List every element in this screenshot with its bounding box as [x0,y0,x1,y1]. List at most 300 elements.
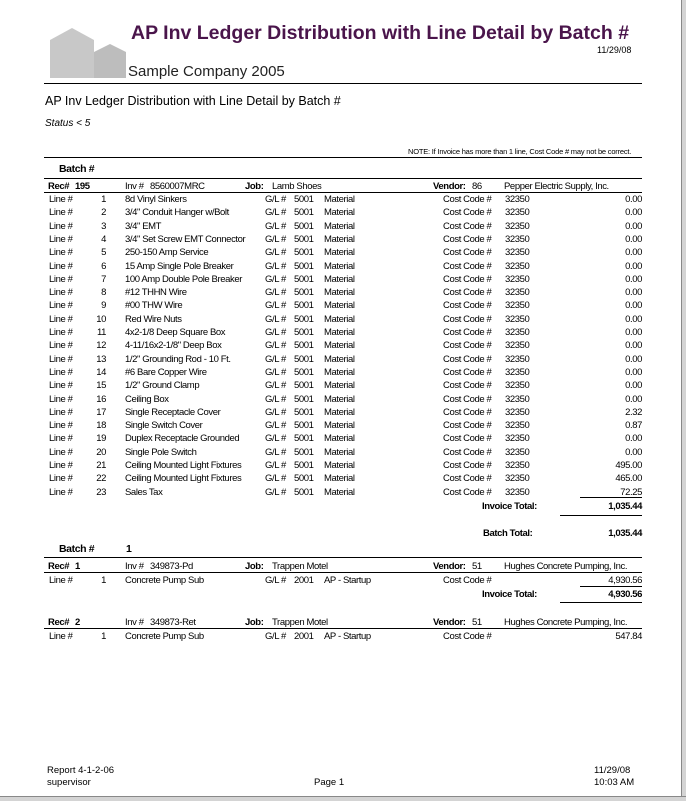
gl-account: 5001 [294,353,314,365]
vendor-name: Pepper Electric Supply, Inc. [504,181,609,192]
gl-account: 5001 [294,433,314,445]
cost-code-label: Cost Code # [443,631,492,642]
rec-number: 1 [75,561,80,572]
gl-label: G/L # [265,220,286,232]
line-description: 3/4" EMT [125,220,162,232]
job-name: Lamb Shoes [272,181,322,192]
gl-category: Material [324,433,355,445]
line-number: 4 [101,233,106,245]
line-item [0,631,686,644]
gl-label: G/L # [265,575,286,586]
line-number: 9 [101,300,106,312]
rec-label: Rec# [48,181,70,192]
cost-code-label: Cost Code # [443,273,492,285]
line-amount: 495.00 [615,460,642,471]
header-date: 11/29/08 [597,45,632,55]
record-divider [44,572,642,573]
line-number: 17 [96,406,106,418]
line-number: 1 [101,194,106,205]
job-label: Job: [245,181,264,192]
line-number: 15 [96,380,106,392]
line-description: #6 Bare Copper Wire [125,366,207,378]
batch-total-label: Batch Total: [483,528,533,539]
gl-account: 5001 [294,273,314,285]
footer-date: 11/29/08 [594,765,631,776]
rec-label: Rec# [48,561,70,572]
cost-code-label: Cost Code # [443,486,492,498]
line-item [0,247,686,260]
gl-label: G/L # [265,313,286,325]
cost-code: 32350 [505,380,530,392]
gl-category: Material [324,353,355,365]
cost-code: 32350 [505,366,530,378]
line-description: Single Pole Switch [125,446,197,458]
gl-label: G/L # [265,353,286,365]
gl-label: G/L # [265,340,286,352]
gl-label: G/L # [265,433,286,445]
line-item [0,420,686,433]
gl-category: Material [324,486,355,498]
status-filter: Status < 5 [45,118,91,129]
record-divider [44,628,642,629]
line-label: Line # [49,575,73,586]
cost-code: 32350 [505,220,530,232]
gl-account: 2001 [294,631,314,642]
amount-underline [580,497,642,498]
gl-account: 5001 [294,327,314,338]
gl-category: Material [324,393,355,405]
line-item [0,287,686,300]
line-number: 8 [101,287,106,299]
cost-code: 32350 [505,260,530,272]
cost-code: 32350 [505,287,530,299]
line-description: 3/4" Conduit Hanger w/Bolt [125,207,229,219]
line-item [0,407,686,420]
window-bottom-edge [0,796,686,801]
gl-category: Material [324,406,355,418]
line-amount: 0.00 [625,313,642,325]
cost-code-label: Cost Code # [443,260,492,272]
gl-label: G/L # [265,631,286,642]
line-label: Line # [49,207,73,219]
gl-account: 5001 [294,247,314,259]
footer-page: Page 1 [314,777,345,788]
line-label: Line # [49,194,73,205]
cost-code: 32350 [505,233,530,245]
gl-account: 5001 [294,300,314,312]
gl-category: Material [324,300,355,312]
gl-label: G/L # [265,473,286,485]
cost-code-label: Cost Code # [443,194,492,205]
line-description: 1/2" Grounding Rod - 10 Ft. [125,353,231,365]
line-description: 250-150 Amp Service [125,247,209,259]
line-label: Line # [49,433,73,445]
cost-code: 32350 [505,300,530,312]
cost-code: 32350 [505,473,530,485]
gl-category: AP - Startup [324,575,371,586]
header-divider [44,83,642,84]
line-item [0,473,686,486]
line-amount: 0.00 [625,220,642,232]
line-amount: 2.32 [625,406,642,418]
line-item [0,234,686,247]
line-label: Line # [49,233,73,245]
line-label: Line # [49,260,73,272]
line-description: Concrete Pump Sub [125,575,204,586]
line-label: Line # [49,406,73,418]
line-number: 13 [96,353,106,365]
cost-code: 32350 [505,353,530,365]
invoice-total-label: Invoice Total: [482,589,537,600]
line-description: Single Receptacle Cover [125,406,221,418]
vendor-number: 51 [472,617,482,628]
inv-label: Inv # [125,561,144,572]
report-title: AP Inv Ledger Distribution with Line Detail by Batch # [131,22,630,44]
gl-category: Material [324,313,355,325]
line-label: Line # [49,313,73,325]
cost-code-label: Cost Code # [443,366,492,378]
gl-label: G/L # [265,486,286,498]
amount-underline [580,586,642,587]
report-note: NOTE: If Invoice has more than 1 line, Cost Code # may not be correct. [408,147,632,156]
gl-category: Material [324,194,355,205]
cost-code-label: Cost Code # [443,406,492,418]
line-item [0,340,686,353]
cost-code-label: Cost Code # [443,420,492,432]
cost-code: 32350 [505,247,530,259]
gl-account: 5001 [294,380,314,392]
total-underline [560,602,642,603]
gl-category: Material [324,220,355,232]
line-amount: 4,930.56 [608,575,642,586]
line-item [0,460,686,473]
gl-category: Material [324,287,355,299]
vendor-label: Vendor: [433,617,466,628]
inv-number: 349873-Ret [150,617,196,628]
cost-code-label: Cost Code # [443,380,492,392]
gl-account: 5001 [294,220,314,232]
line-number: 11 [96,327,106,338]
line-item [0,394,686,407]
cost-code-label: Cost Code # [443,247,492,259]
line-number: 12 [96,340,106,352]
cost-code: 32350 [505,207,530,219]
gl-label: G/L # [265,393,286,405]
line-number: 6 [101,260,106,272]
line-number: 23 [96,486,106,498]
line-label: Line # [49,393,73,405]
gl-account: 5001 [294,366,314,378]
record-divider [44,192,642,193]
line-item [0,300,686,313]
line-label: Line # [49,220,73,232]
cost-code-label: Cost Code # [443,287,492,299]
line-number: 14 [96,366,106,378]
line-label: Line # [49,460,73,471]
line-number: 3 [101,220,106,232]
report-subtitle: AP Inv Ledger Distribution with Line Detail by Batch # [45,94,341,108]
gl-label: G/L # [265,287,286,299]
cost-code-label: Cost Code # [443,473,492,485]
line-description: 3/4" Set Screw EMT Connector [125,233,246,245]
line-description: Duplex Receptacle Grounded [125,433,240,445]
invoice-total-value: 4,930.56 [608,589,642,600]
inv-label: Inv # [125,181,144,192]
line-label: Line # [49,631,73,642]
gl-category: Material [324,260,355,272]
gl-category: Material [324,340,355,352]
line-number: 1 [101,631,106,642]
gl-label: G/L # [265,260,286,272]
line-label: Line # [49,247,73,259]
cost-code-label: Cost Code # [443,393,492,405]
cost-code-label: Cost Code # [443,460,492,471]
cost-code-label: Cost Code # [443,340,492,352]
cost-code: 32350 [505,327,530,338]
line-number: 5 [101,247,106,259]
line-amount: 0.00 [625,247,642,259]
total-underline [560,515,642,516]
line-label: Line # [49,327,73,338]
line-description: Single Switch Cover [125,420,203,432]
gl-category: Material [324,327,355,338]
cost-code: 32350 [505,420,530,432]
line-item [0,207,686,220]
line-description: Concrete Pump Sub [125,631,204,642]
gl-label: G/L # [265,300,286,312]
gl-account: 5001 [294,486,314,498]
line-number: 16 [96,393,106,405]
line-description: Red Wire Nuts [125,313,182,325]
cost-code-label: Cost Code # [443,233,492,245]
line-amount: 0.00 [625,446,642,458]
line-amount: 0.00 [625,366,642,378]
batch-total-value: 1,035.44 [608,528,642,539]
line-amount: 0.00 [625,300,642,312]
gl-account: 5001 [294,420,314,432]
gl-label: G/L # [265,194,286,205]
line-item [0,221,686,234]
inv-label: Inv # [125,617,144,628]
cost-code-label: Cost Code # [443,575,492,586]
inv-number: 349873-Pd [150,561,193,572]
cost-code: 32350 [505,406,530,418]
gl-account: 5001 [294,260,314,272]
cost-code: 32350 [505,393,530,405]
line-label: Line # [49,420,73,432]
gl-category: Material [324,233,355,245]
cost-code: 32350 [505,273,530,285]
gl-category: Material [324,420,355,432]
line-item [0,261,686,274]
line-amount: 465.00 [615,473,642,485]
batch-divider [44,557,642,558]
cost-code: 32350 [505,446,530,458]
footer-time: 10:03 AM [594,777,635,788]
vendor-name: Hughes Concrete Pumping, Inc. [504,561,628,572]
batch-number: 1 [126,543,132,555]
line-label: Line # [49,446,73,458]
line-description: 4x2-1/8 Deep Square Box [125,327,226,338]
line-item [0,327,686,340]
line-amount: 547.84 [615,631,642,642]
cost-code-label: Cost Code # [443,353,492,365]
line-amount: 0.00 [625,287,642,299]
gl-label: G/L # [265,406,286,418]
gl-category: Material [324,366,355,378]
gl-label: G/L # [265,366,286,378]
line-item [0,447,686,460]
cost-code: 32350 [505,194,530,205]
cost-code: 32350 [505,460,530,471]
job-label: Job: [245,561,264,572]
batch-label: Batch # [59,163,95,175]
line-amount: 0.00 [625,273,642,285]
batch-label: Batch # [59,543,95,555]
cost-code-label: Cost Code # [443,300,492,312]
gl-category: Material [324,473,355,485]
vendor-name: Hughes Concrete Pumping, Inc. [504,617,628,628]
cost-code-label: Cost Code # [443,220,492,232]
line-label: Line # [49,340,73,352]
gl-account: 5001 [294,473,314,485]
inv-number: 8560007MRC [150,181,205,192]
line-amount: 0.00 [625,233,642,245]
vendor-number: 86 [472,181,482,192]
gl-account: 5001 [294,287,314,299]
gl-label: G/L # [265,247,286,259]
gl-category: AP - Startup [324,631,371,642]
cost-code-label: Cost Code # [443,446,492,458]
line-description: Sales Tax [125,486,163,498]
gl-account: 5001 [294,406,314,418]
gl-label: G/L # [265,233,286,245]
line-description: 4-11/16x2-1/8" Deep Box [125,340,222,352]
gl-account: 5001 [294,340,314,352]
note-divider [44,157,642,158]
invoice-total-value: 1,035.44 [608,501,642,512]
line-label: Line # [49,366,73,378]
gl-category: Material [324,446,355,458]
line-description: 8d Vinyl Sinkers [125,194,187,205]
line-amount: 0.87 [625,420,642,432]
footer-report-id: Report 4-1-2-06 [47,765,115,776]
cost-code: 32350 [505,433,530,445]
line-item [0,354,686,367]
gl-category: Material [324,460,355,471]
batch-divider [44,178,642,179]
line-description: Ceiling Box [125,393,169,405]
line-item [0,314,686,327]
invoice-total-label: Invoice Total: [482,501,537,512]
cost-code-label: Cost Code # [443,433,492,445]
line-amount: 0.00 [625,207,642,219]
line-amount: 0.00 [625,327,642,338]
job-name: Trappen Motel [272,561,328,572]
rec-number: 195 [75,181,90,192]
line-label: Line # [49,486,73,498]
vendor-label: Vendor: [433,561,466,572]
company-logo-icon [50,26,126,78]
gl-account: 5001 [294,313,314,325]
line-item [0,274,686,287]
line-amount: 72.25 [620,486,642,498]
line-label: Line # [49,287,73,299]
gl-account: 5001 [294,460,314,471]
job-name: Trappen Motel [272,617,328,628]
line-number: 7 [101,273,106,285]
company-name: Sample Company 2005 [128,63,285,80]
line-label: Line # [49,353,73,365]
cost-code: 32350 [505,313,530,325]
line-description: #12 THHN Wire [125,287,187,299]
line-label: Line # [49,473,73,485]
line-label: Line # [49,273,73,285]
line-amount: 0.00 [625,340,642,352]
job-label: Job: [245,617,264,628]
cost-code-label: Cost Code # [443,313,492,325]
cost-code-label: Cost Code # [443,327,492,338]
line-number: 21 [96,460,106,471]
line-amount: 0.00 [625,433,642,445]
line-amount: 0.00 [625,260,642,272]
line-description: Ceiling Mounted Light Fixtures [125,473,242,485]
rec-label: Rec# [48,617,70,628]
gl-account: 5001 [294,446,314,458]
gl-label: G/L # [265,327,286,338]
gl-account: 5001 [294,233,314,245]
gl-label: G/L # [265,273,286,285]
line-item [0,433,686,446]
line-amount: 0.00 [625,380,642,392]
line-item [0,367,686,380]
line-amount: 0.00 [625,393,642,405]
vendor-label: Vendor: [433,181,466,192]
cost-code: 32350 [505,340,530,352]
line-number: 2 [101,207,106,219]
gl-label: G/L # [265,460,286,471]
line-description: 100 Amp Double Pole Breaker [125,273,243,285]
gl-category: Material [324,380,355,392]
gl-account: 5001 [294,194,314,205]
line-label: Line # [49,300,73,312]
line-number: 1 [101,575,106,586]
line-description: 1/2" Ground Clamp [125,380,200,392]
line-description: #00 THW Wire [125,300,183,312]
vendor-number: 51 [472,561,482,572]
gl-account: 5001 [294,393,314,405]
gl-label: G/L # [265,207,286,219]
line-number: 22 [96,473,106,485]
line-number: 10 [96,313,106,325]
gl-account: 2001 [294,575,314,586]
cost-code: 32350 [505,486,530,498]
gl-category: Material [324,207,355,219]
line-number: 19 [96,433,106,445]
gl-category: Material [324,247,355,259]
gl-account: 5001 [294,207,314,219]
line-label: Line # [49,380,73,392]
line-amount: 0.00 [625,353,642,365]
gl-category: Material [324,273,355,285]
gl-label: G/L # [265,420,286,432]
line-description: 15 Amp Single Pole Breaker [125,260,234,272]
line-item [0,194,686,207]
gl-label: G/L # [265,380,286,392]
line-number: 20 [96,446,106,458]
footer-user: supervisor [47,777,91,788]
gl-label: G/L # [265,446,286,458]
